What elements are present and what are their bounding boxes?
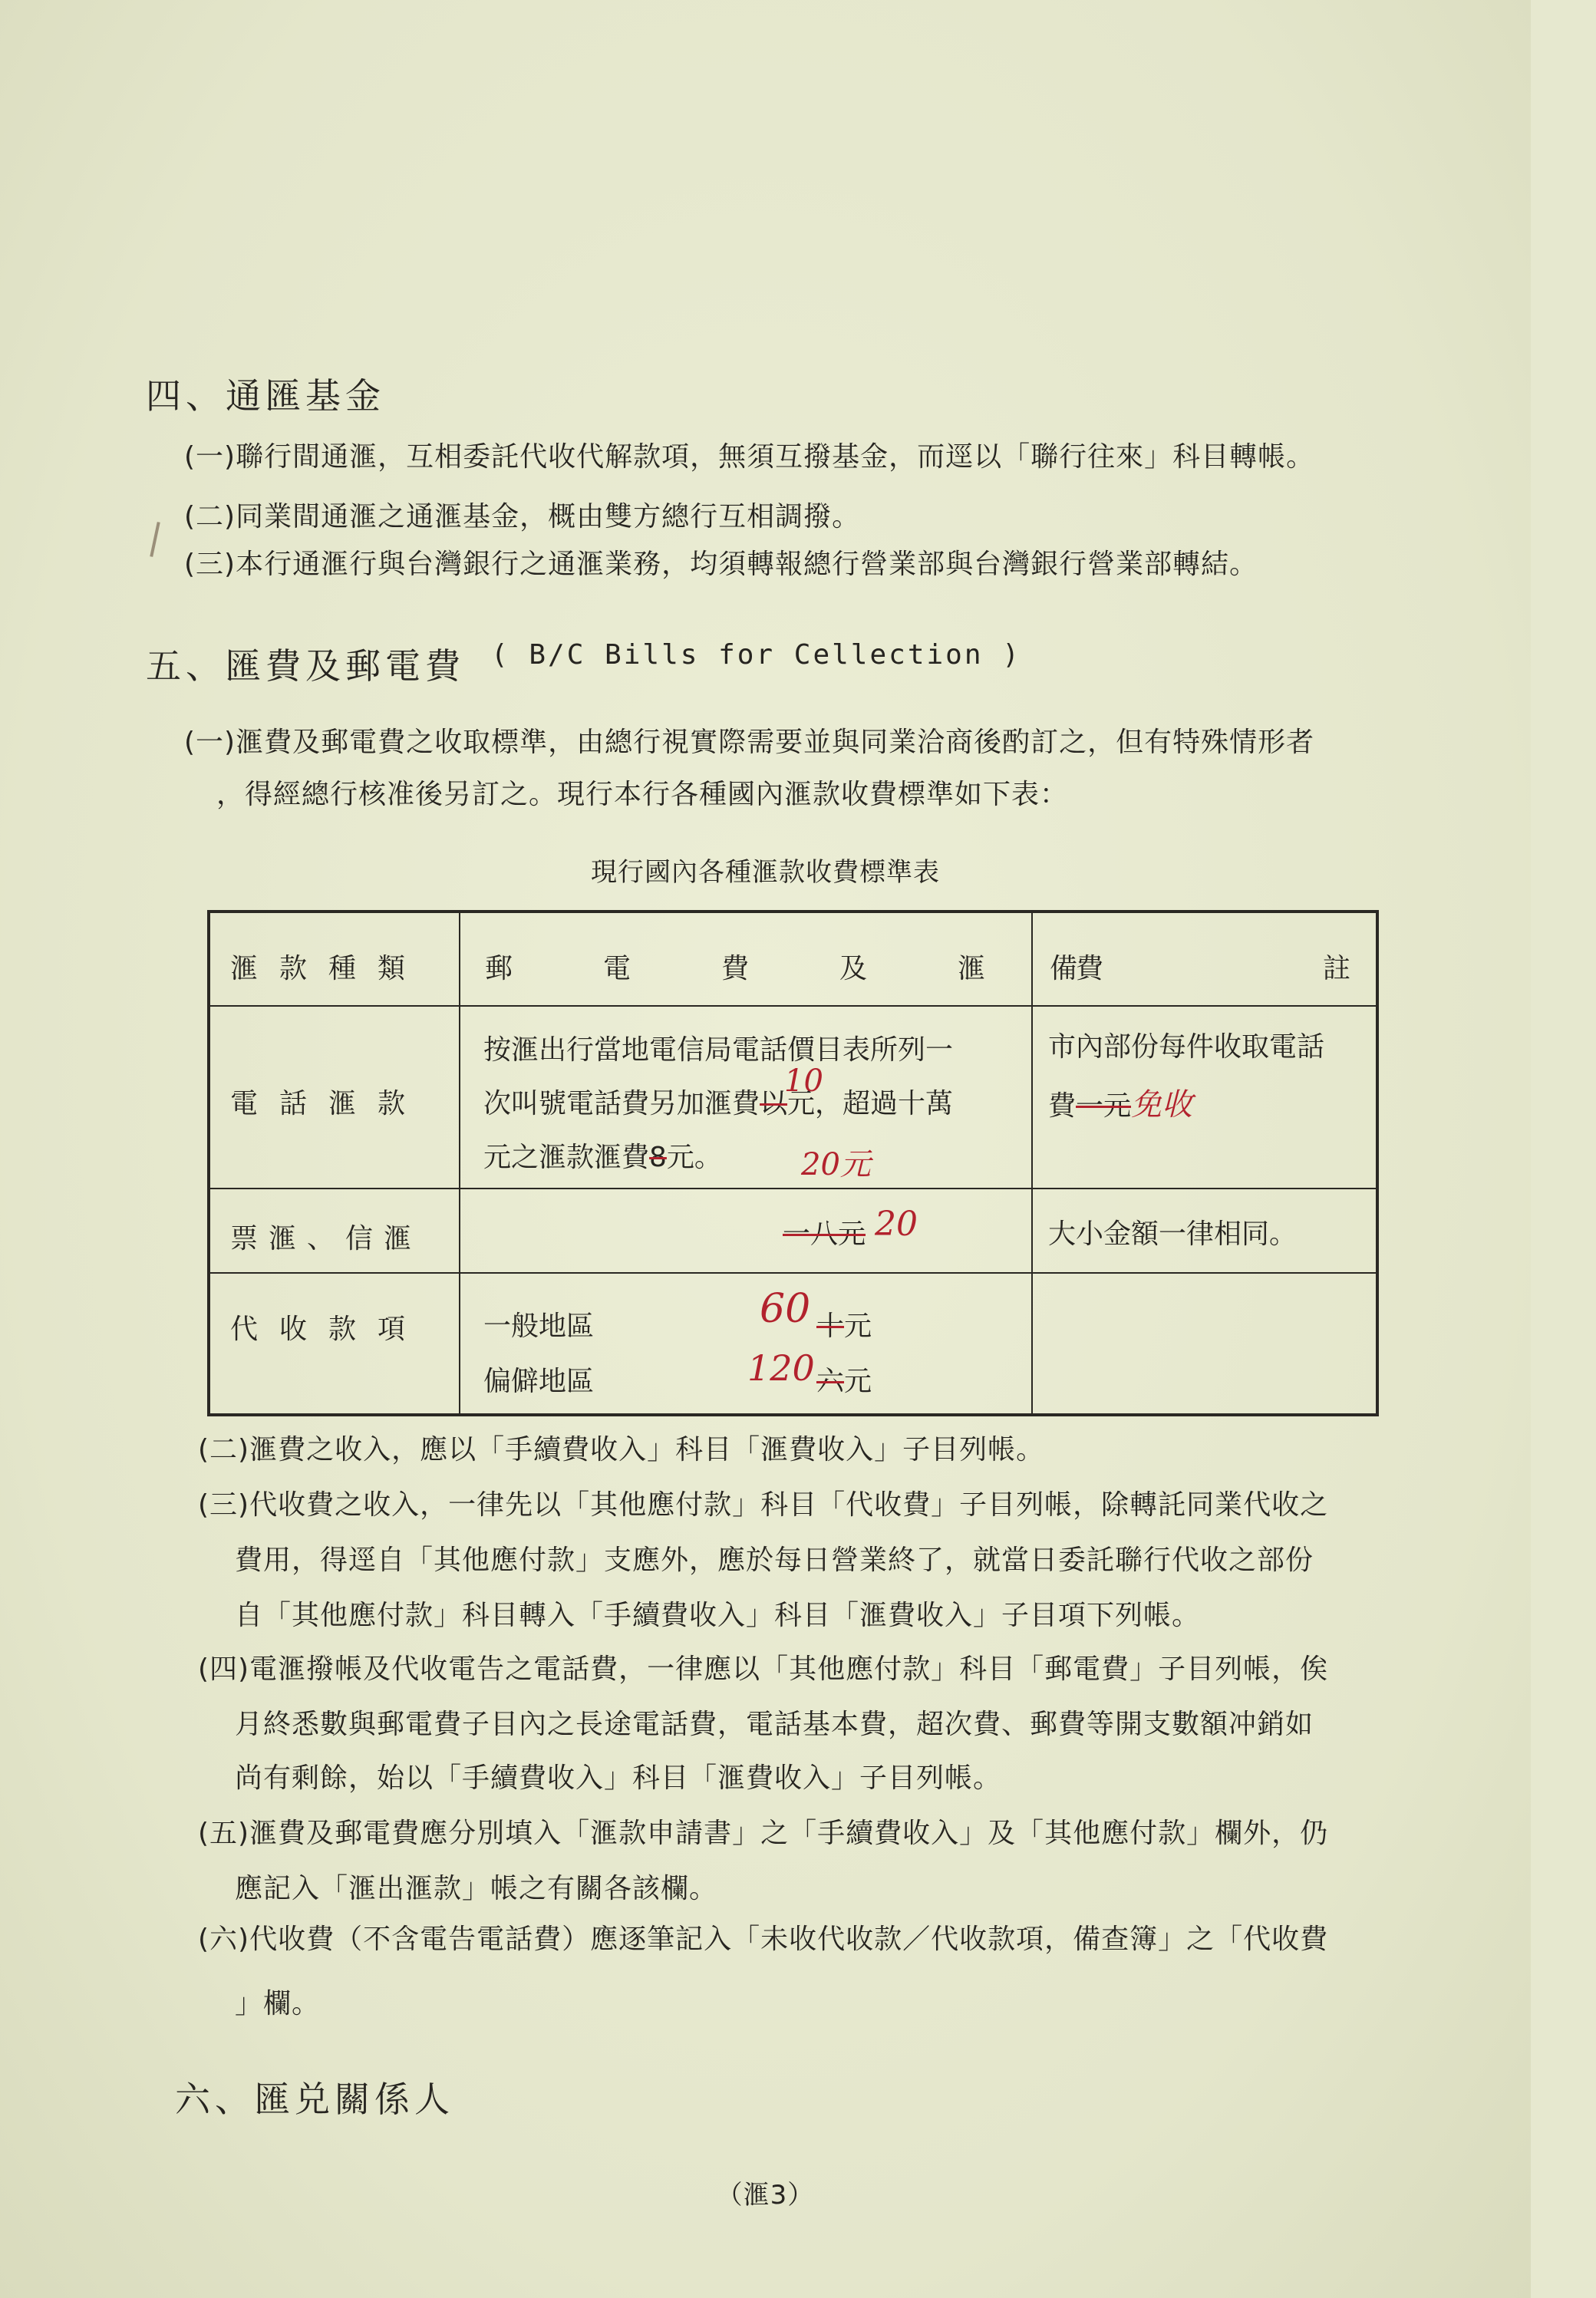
table-title: 現行國內各種滙款收費標準表 — [591, 857, 940, 888]
s5-item-2: (二)滙費之收入，應以「手續費收入」科目「滙費收入」子目列帳。 — [198, 1434, 1045, 1466]
row-collection-area-2: 偏僻地區 — [483, 1366, 595, 1397]
row-collection-type: 代收款項 — [230, 1314, 427, 1345]
s5-item-4-line-2: 月終悉數與郵電費子目內之長途電話費，電話基本費，超次費、郵費等開支數額冲銷如 — [235, 1709, 1314, 1740]
table-vline — [1031, 913, 1033, 1413]
table-hline — [210, 1005, 1376, 1007]
s4-item-1: (一)聯行間通滙，互相委託代收代解款項，無須互撥基金，而逕以「聯行往來」科目轉帳。 — [184, 441, 1315, 473]
section-5-heading-note: ( B/C Bills for Cellection ) — [491, 639, 1021, 671]
handwritten-draft-fee: 20 — [875, 1205, 918, 1244]
s5-item-3-line-1: (三)代收費之收入，一律先以「其他應付款」科目「代收費」子目列帳，除轉託同業代收之 — [198, 1489, 1329, 1521]
unit-yuan: 元 — [844, 1311, 872, 1342]
s5-item-5-line-2: 應記入「滙出滙款」帳之有關各該欄。 — [235, 1873, 718, 1904]
section-5-heading: 五、匯費及郵電費 — [146, 645, 465, 687]
s5-item-1-line-2: ，得經總行核准後另訂之。現行本行各種國內滙款收費標準如下表： — [216, 779, 1069, 810]
row-phone-remark-line-2: 費一元免收 — [1048, 1087, 1193, 1123]
fee-table — [207, 910, 1596, 1416]
handwritten-fee-2: 20元 — [801, 1147, 871, 1182]
row-draft-remark: 大小金額一律相同。 — [1048, 1218, 1298, 1250]
row-draft-fee-struck: 一八元 — [783, 1218, 866, 1250]
row-phone-remark-line-1: 市內部份每件收取電話 — [1048, 1031, 1325, 1063]
handwritten-remark: 免收 — [1131, 1087, 1193, 1123]
s5-item-3-line-2: 費用，得逕自「其他應付款」支應外，應於每日營業終了，就當日委託聯行代收之部份 — [235, 1545, 1314, 1576]
margin-pencil-mark — [150, 522, 160, 557]
row-draft-type: 票滙、信滙 — [230, 1223, 423, 1255]
row-phone-fee-line-2: 次叫號電話費另加滙費以元，超過十萬 — [483, 1088, 954, 1119]
handwritten-collection-fee-2: 120 — [747, 1347, 815, 1389]
header-remittance-type: 滙款種類 — [230, 953, 427, 984]
section-6-heading: 六、匯兑關係人 — [175, 2079, 454, 2120]
s5-item-1-line-1: (一)滙費及郵電費之收取標準，由總行視實際需要並與同業洽商後酌訂之，但有特殊情形者 — [184, 727, 1315, 758]
page-number: （滙3） — [716, 2180, 815, 2211]
row-phone-fee-line-3: 元之滙款滙費8元。 — [483, 1142, 722, 1173]
struck-value: 十 — [816, 1311, 845, 1342]
handwritten-fee-1: 10 — [784, 1063, 823, 1099]
section-4-heading: 四、通匯基金 — [146, 375, 385, 417]
row-phone-fee-line-1: 按滙出行當地電信局電話價目表所列一 — [483, 1034, 954, 1066]
struck-value: 以 — [760, 1088, 788, 1119]
table-hline — [210, 1272, 1376, 1274]
unit-yuan: 元 — [844, 1366, 872, 1397]
row-collection-area-1: 一般地區 — [483, 1311, 595, 1342]
struck-value: 六 — [816, 1366, 845, 1397]
struck-value: 8 — [649, 1142, 667, 1173]
header-remarks: 備註 — [1050, 953, 1596, 984]
handwritten-collection-fee-1: 60 — [760, 1286, 811, 1332]
s5-item-6-line-1: (六)代收費（不含電告電話費）應逐筆記入「未收代收款／代收款項，備查簿」之「代收費 — [198, 1924, 1329, 1955]
table-vline — [459, 913, 460, 1413]
row-phone-type: 電話滙款 — [230, 1088, 427, 1119]
s4-item-2: (二)同業間通滙之通滙基金，概由雙方總行互相調撥。 — [184, 501, 861, 532]
header-fees: 郵電費及滙費 — [485, 953, 1195, 984]
s5-item-3-line-3: 自「其他應付款」科目轉入「手續費收入」科目「滙費收入」子目項下列帳。 — [235, 1600, 1201, 1631]
s5-item-6-line-2: 」欄。 — [235, 1988, 321, 2019]
s5-item-4-line-3: 尚有剩餘，始以「手續費收入」科目「滙費收入」子目列帳。 — [235, 1762, 1002, 1794]
struck-value: 一元 — [1076, 1090, 1132, 1122]
table-hline — [210, 1188, 1376, 1189]
s5-item-4-line-1: (四)電滙撥帳及代收電告之電話費，一律應以「其他應付款」科目「郵電費」子目列帳，俟 — [198, 1653, 1329, 1685]
s4-item-3: (三)本行通滙行與台灣銀行之通滙業務，均須轉報總行營業部與台灣銀行營業部轉結。 — [184, 549, 1258, 580]
s5-item-5-line-1: (五)滙費及郵電費應分別填入「滙款申請書」之「手續費收入」及「其他應付款」欄外，仍 — [198, 1818, 1329, 1849]
